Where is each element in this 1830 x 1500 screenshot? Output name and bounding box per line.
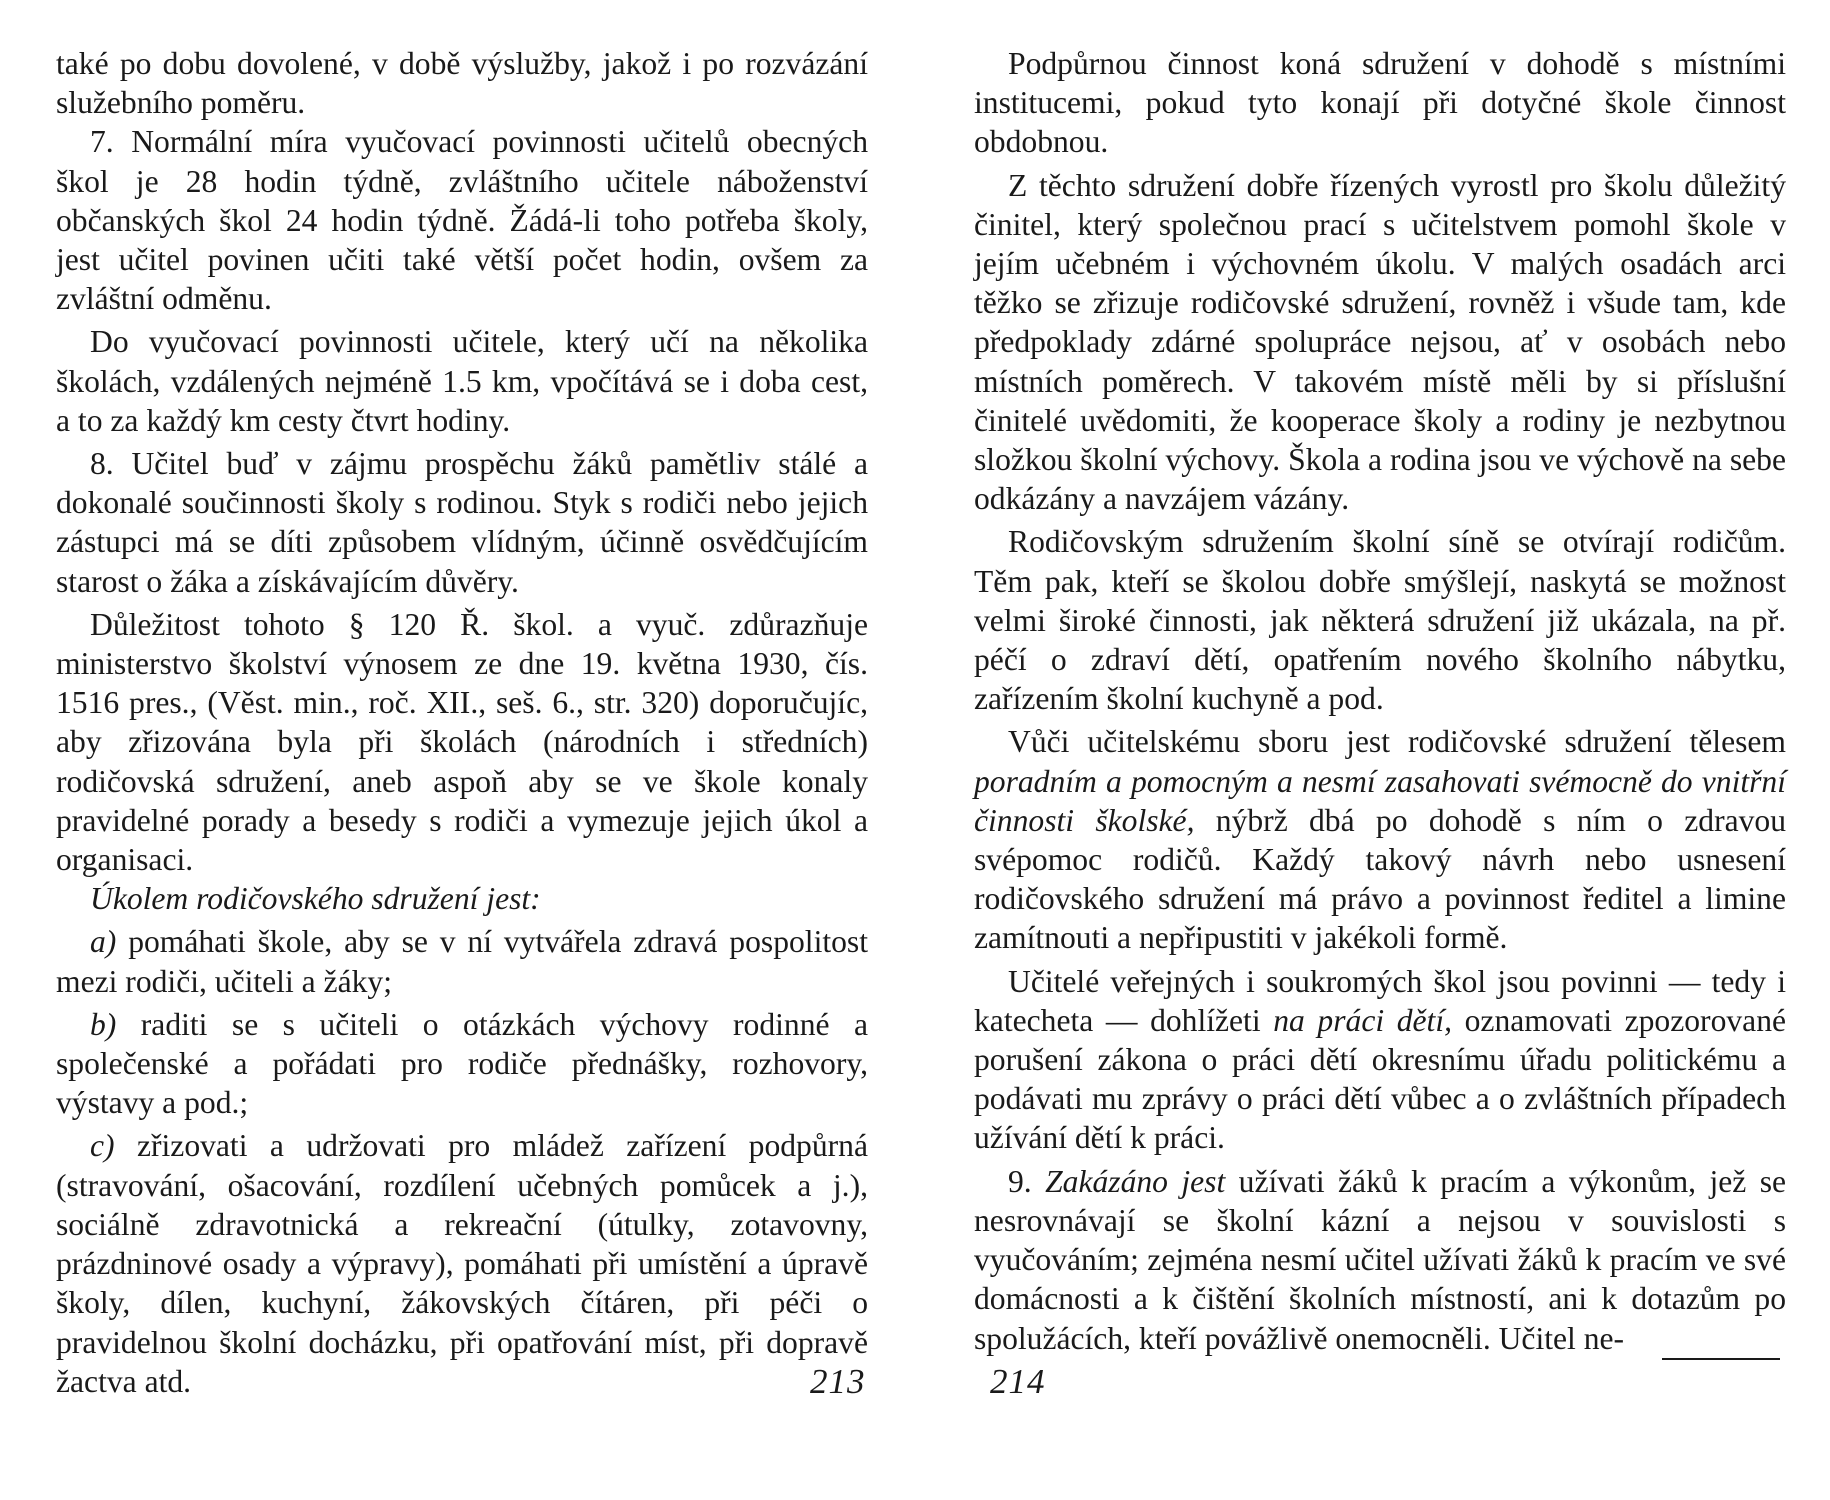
pencil-underline (1662, 1358, 1780, 1360)
paragraph (974, 1162, 1786, 1358)
text-span: Vůči učitelskému sboru jest rodičovské sdružení tělesem (1008, 724, 1786, 760)
list-item (56, 922, 868, 1000)
paragraph: Rodičovským sdružením školní síně se otvírají rodičům. Těm pak, kteří se školou dobře smýšlejí, naskytá se možnost velmi široké činnosti, jak některá sdružení již ukázala, na př. péčí o zdraví dětí, opatřením nového školního nábytku, zařízením školní kuchyně a pod. (974, 524, 1786, 717)
list-label: c) (90, 1128, 115, 1164)
list-text: zřizovati a udržovati pro mládež zařízení podpůrná (stravování, ošacování, rozdílení učebných pomůcek a j.), sociálně zdravotnická a rekreační (útulky, zotavovny, prázdninové osady a výpravy), pomáhati při umístění a úpravě školy, dílen, kuchyní, žákovských čítáren, při péči o pravidelnou školní docházku, při opatřování míst, při dopravě žactva atd. (56, 1128, 868, 1399)
paragraph (974, 722, 1786, 957)
text-span: Učitelé veřejných i soukromých škol jsou povinni — tedy i katecheta — dohlížeti (974, 963, 1786, 1038)
italic-span: na práci dětí, (1273, 1002, 1453, 1038)
page-number-right: 214 (990, 1362, 1046, 1401)
text-span: oznamovati zpozorované porušení zákona o práci dětí okresnímu úřadu politickému a podávati mu zprávy o práci dětí vůbec a o zvláštních případech užívání dětí k práci. (974, 1002, 1787, 1156)
right-page (974, 44, 1786, 1358)
left-page (56, 44, 868, 1401)
paragraph: Důležitost tohoto § 120 Ř. škol. a vyuč. zdůrazňuje ministerstvo školství výnosem ze dne 19. května 1930, čís. 1516 pres., (Věst. min., roč. XII., seš. 6., str. 320) doporučujíc, aby zřizována byla při školách (národních i středních) rodičovská sdružení, aneb aspoň aby se ve škole konaly pravidelné porady a besedy s rodiči a vymezuje jejich úkol a organisaci. (56, 606, 868, 878)
list-text: pomáhati škole, aby se v ní vytvářela zdravá pospolitost mezi rodiči, učiteli a žáky; (56, 924, 868, 999)
paragraph: 7. Normální míra vyučovací povinnosti učitelů obecných škol je 28 hodin týdně, zvláštního učitele náboženství občanských škol 24 hodin týdně. Žádá-li toho potřeba školy, jest učitel povinen učiti také větší počet hodin, ovšem za zvláštní odměnu. (56, 124, 868, 317)
list-label: a) (90, 924, 117, 960)
page-number-left: 213 (810, 1362, 866, 1401)
italic-span: Zakázáno jest (1045, 1163, 1226, 1199)
paragraph: také po dobu dovolené, v době výslužby, jakož i po rozvázání služebního poměru. (56, 46, 868, 121)
list-item (56, 1126, 868, 1400)
paragraph: Do vyučovací povinnosti učitele, který učí na několika školách, vzdálených nejméně 1.5 km, vpočítává se i doba cest, a to za každý km cesty čtvrt hodiny. (56, 324, 868, 438)
paragraph: Z těchto sdružení dobře řízených vyrostl pro školu důležitý činitel, který společnou prací s učitelstvem pomohl škole v jejím učebném i výchovném úkolu. V malých osadách arci těžko se zřizuje rodičovské sdružení, rovněž i všude tam, kde předpoklady zdárné spolupráce nejsou, ať v osobách nebo místních poměrech. V takovém místě měli by si příslušní činitelé uvědomiti, že kooperace školy a rodiny je nezbytnou složkou školní výchovy. Škola a rodina jsou ve výchově na sebe odkázány a navzájem vázány. (974, 167, 1786, 517)
text-span: 9. (1008, 1163, 1046, 1199)
italic-heading: Úkolem rodičovského sdružení jest: (90, 881, 541, 917)
list-label: b) (90, 1006, 117, 1042)
text-span: užívati žáků k pracím a výkonům, jež se nesrovnávají se školní kázní a nejsou v souvislosti s vyučováním; zejména nesmí učitel užívati žáků k pracím ve své domácnosti a k čištění školních místností, ani k dotazům po spolužácích, kteří povážlivě onemocněli. Učitel ne- (974, 1163, 1787, 1356)
italic-span: poradním a pomocným a nesmí zasahovati svémocně do vnitřní činnosti školské, (974, 763, 1786, 838)
paragraph: 8. Učitel buď v zájmu prospěchu žáků pamětliv stálé a dokonalé součinnosti školy s rodinou. Styk s rodiči nebo jejich zástupci má se díti způsobem vlídným, účinně osvědčujícím starost o žáka a získávajícím důvěry. (56, 446, 868, 599)
section-heading (56, 879, 868, 918)
list-item (56, 1005, 868, 1123)
paragraph: Podpůrnou činnost koná sdružení v dohodě s místními institucemi, pokud tyto konají při dotyčné škole činnost obdobnou. (974, 46, 1786, 160)
paragraph (974, 962, 1786, 1158)
list-text: raditi se s učiteli o otázkách výchovy rodinné a společenské a pořádati pro rodiče přednášky, rozhovory, výstavy a pod.; (56, 1006, 868, 1121)
text-span: nýbrž dbá po dohodě s ním o zdravou svépomoc rodičů. Každý takový návrh nebo usnesení rodičovského sdružení má právo a povinnost ředitel a limine zamítnouti a nepřipustiti v jakékoli formě. (974, 802, 1786, 956)
